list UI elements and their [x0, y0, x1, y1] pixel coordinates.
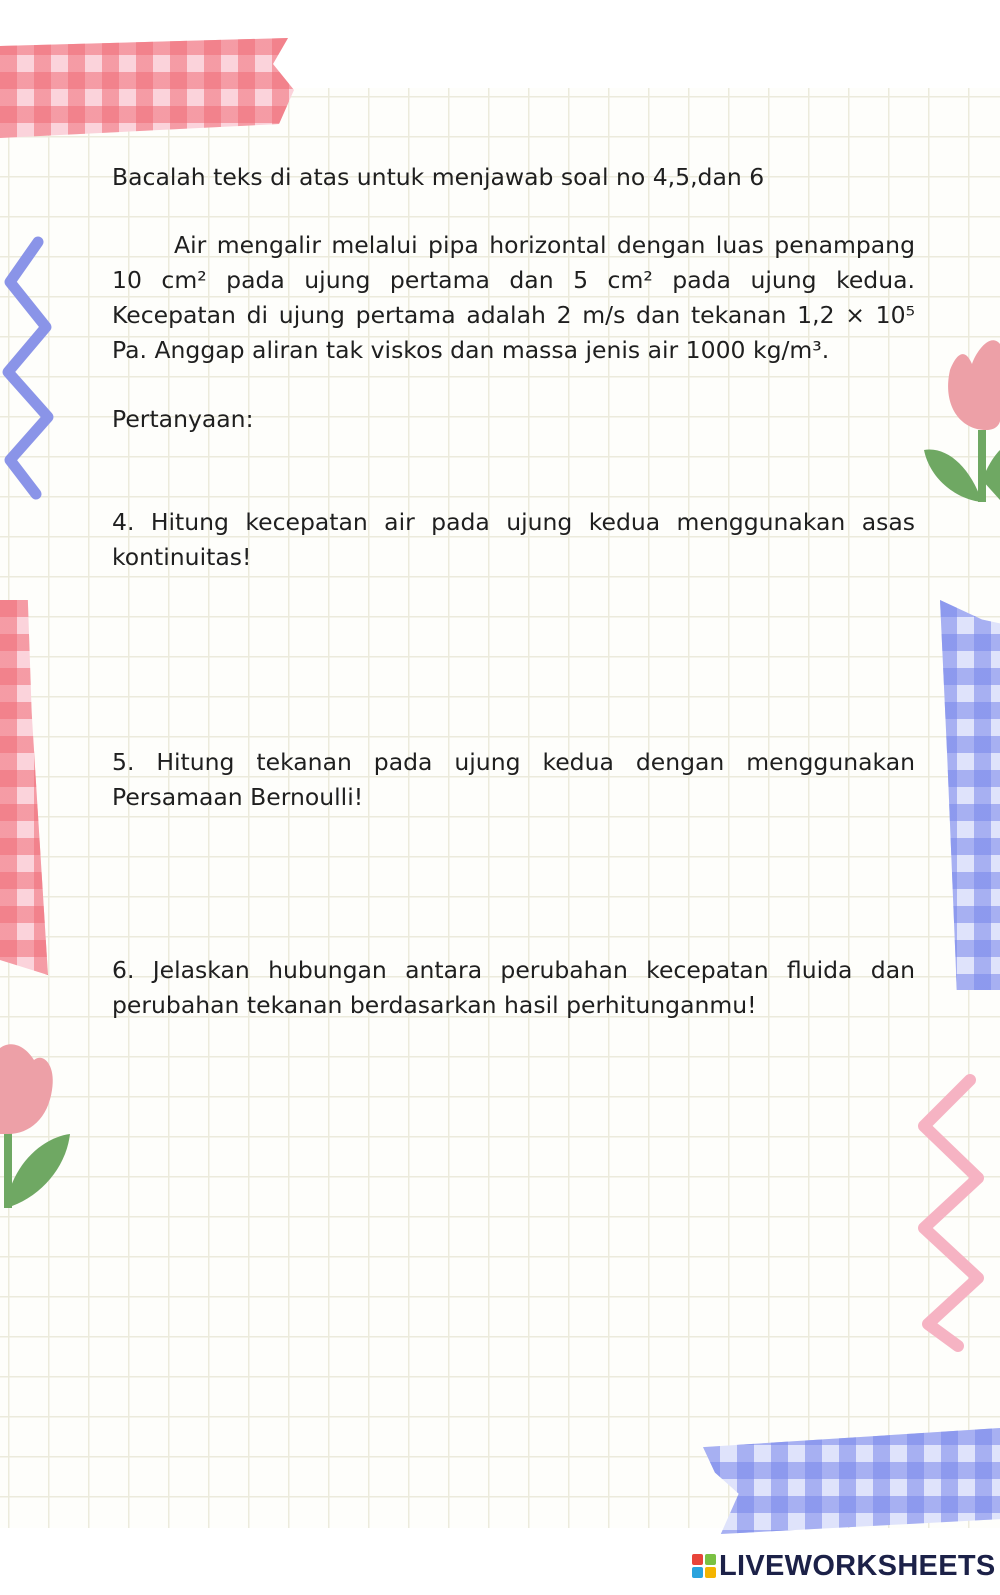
pink-tape-top-left	[0, 38, 300, 138]
question-4: 4. Hitung kecepatan air pada ujung kedua menggunakan asas kontinuitas!	[112, 508, 915, 571]
tulip-flower-icon	[920, 330, 1000, 510]
liveworksheets-logo-icon	[692, 1554, 716, 1578]
question-6: 6. Jelaskan hubungan antara perubahan kecepatan fluida dan perubahan tekanan berdasarkan hasil perhitunganmu!	[112, 956, 915, 1019]
instruction-text: Bacalah teks di atas untuk menjawab soal no 4,5,dan 6	[112, 163, 765, 191]
tulip-flower-icon	[0, 1038, 75, 1213]
pink-zigzag-icon	[912, 1066, 1000, 1356]
worksheet-content	[112, 160, 915, 1023]
problem-passage: Air mengalir melalui pipa horizontal dengan luas penampang 10 cm² pada ujung pertama dan 5 cm² pada ujung kedua. Kecepatan di ujung pertama adalah 2 m/s dan tekanan 1,2 × 10⁵ Pa. Anggap aliran tak viskos dan massa jenis air 1000 kg/m³.	[112, 231, 915, 364]
liveworksheets-logo	[692, 1549, 996, 1583]
blue-zigzag-icon	[0, 232, 70, 502]
logo-text: LIVEWORKSHEETS	[719, 1549, 996, 1582]
question-5: 5. Hitung tekanan pada ujung kedua dengan menggunakan Persamaan Bernoulli!	[112, 748, 915, 811]
questions-label: Pertanyaan:	[112, 405, 254, 433]
